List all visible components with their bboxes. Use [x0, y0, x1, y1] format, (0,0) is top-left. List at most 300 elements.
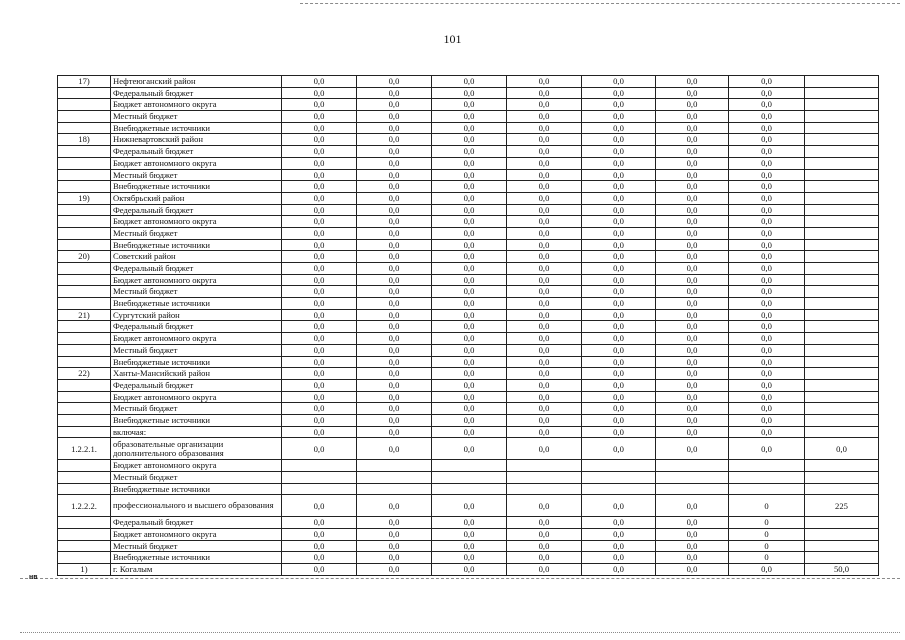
value-cell: 0,0 — [432, 263, 507, 275]
value-cell: 0,0 — [432, 379, 507, 391]
value-cell — [805, 517, 879, 529]
value-cell: 0,0 — [432, 414, 507, 426]
value-cell: 0,0 — [282, 344, 357, 356]
table-row — [58, 181, 879, 193]
value-cell: 0,0 — [357, 111, 432, 123]
value-cell: 0,0 — [656, 251, 729, 263]
value-cell: 0,0 — [582, 495, 656, 517]
value-cell: 0,0 — [729, 181, 805, 193]
value-cell: 0 — [729, 517, 805, 529]
value-cell: 0,0 — [282, 540, 357, 552]
value-cell: 0,0 — [729, 87, 805, 99]
value-cell: 0,0 — [805, 438, 879, 460]
value-cell — [507, 483, 582, 495]
row-number: 18) — [58, 134, 111, 146]
value-cell — [805, 414, 879, 426]
value-cell: 0,0 — [656, 552, 729, 564]
row-label: Нефтеюганский район — [111, 76, 282, 88]
table-row — [58, 344, 879, 356]
value-cell: 0,0 — [656, 99, 729, 111]
value-cell: 0,0 — [656, 181, 729, 193]
value-cell: 0,0 — [507, 379, 582, 391]
value-cell: 0,0 — [582, 321, 656, 333]
row-label: Внебюджетные источники — [111, 239, 282, 251]
value-cell: 0,0 — [582, 263, 656, 275]
value-cell: 0,0 — [507, 181, 582, 193]
value-cell: 0,0 — [357, 379, 432, 391]
row-number — [58, 356, 111, 368]
value-cell: 0,0 — [656, 274, 729, 286]
value-cell — [805, 87, 879, 99]
table-row — [58, 426, 879, 438]
value-cell: 0,0 — [432, 529, 507, 541]
row-number: 19) — [58, 192, 111, 204]
value-cell: 0,0 — [357, 321, 432, 333]
value-cell: 0,0 — [729, 356, 805, 368]
value-cell — [805, 460, 879, 472]
value-cell: 0,0 — [432, 239, 507, 251]
value-cell: 0,0 — [582, 344, 656, 356]
table-row — [58, 76, 879, 88]
footer-mark: нв — [29, 574, 38, 581]
value-cell: 0,0 — [656, 227, 729, 239]
value-cell: 0,0 — [656, 438, 729, 460]
value-cell: 0,0 — [507, 540, 582, 552]
value-cell — [357, 472, 432, 484]
value-cell: 0 — [729, 495, 805, 517]
value-cell: 0,0 — [507, 87, 582, 99]
row-number — [58, 263, 111, 275]
value-cell: 0,0 — [729, 333, 805, 345]
table-row — [58, 216, 879, 228]
table-row — [58, 517, 879, 529]
value-cell: 0,0 — [582, 216, 656, 228]
value-cell: 0,0 — [432, 391, 507, 403]
value-cell: 0,0 — [656, 517, 729, 529]
value-cell — [729, 483, 805, 495]
value-cell: 0,0 — [729, 251, 805, 263]
value-cell: 0,0 — [507, 403, 582, 415]
value-cell: 0,0 — [357, 298, 432, 310]
value-cell: 0,0 — [282, 99, 357, 111]
value-cell — [729, 460, 805, 472]
value-cell: 0,0 — [656, 403, 729, 415]
value-cell: 0,0 — [507, 321, 582, 333]
value-cell: 0,0 — [729, 344, 805, 356]
value-cell — [282, 472, 357, 484]
value-cell — [805, 122, 879, 134]
row-label: Местный бюджет — [111, 111, 282, 123]
row-label: Федеральный бюджет — [111, 263, 282, 275]
value-cell: 0,0 — [507, 157, 582, 169]
value-cell — [357, 460, 432, 472]
table-row — [58, 460, 879, 472]
value-cell: 0,0 — [582, 517, 656, 529]
value-cell: 0,0 — [729, 204, 805, 216]
table-row — [58, 239, 879, 251]
value-cell: 0,0 — [507, 517, 582, 529]
value-cell: 0,0 — [582, 286, 656, 298]
table-row — [58, 403, 879, 415]
value-cell: 0,0 — [282, 309, 357, 321]
value-cell: 0,0 — [282, 403, 357, 415]
value-cell: 0,0 — [282, 204, 357, 216]
row-label: Местный бюджет — [111, 540, 282, 552]
row-label: Внебюджетные источники — [111, 483, 282, 495]
value-cell: 0,0 — [729, 76, 805, 88]
row-label: Местный бюджет — [111, 286, 282, 298]
value-cell — [805, 309, 879, 321]
row-label: Федеральный бюджет — [111, 517, 282, 529]
value-cell: 0,0 — [507, 426, 582, 438]
value-cell: 0,0 — [582, 391, 656, 403]
value-cell: 0,0 — [656, 391, 729, 403]
value-cell: 0,0 — [432, 368, 507, 380]
table-row — [58, 414, 879, 426]
value-cell: 0,0 — [656, 87, 729, 99]
value-cell: 0 — [729, 540, 805, 552]
value-cell: 0,0 — [357, 99, 432, 111]
value-cell: 0,0 — [507, 368, 582, 380]
table-row — [58, 263, 879, 275]
table-row — [58, 122, 879, 134]
row-label: Бюджет автономного округа — [111, 391, 282, 403]
value-cell: 0,0 — [582, 552, 656, 564]
value-cell: 0,0 — [507, 111, 582, 123]
value-cell: 0,0 — [507, 263, 582, 275]
value-cell: 0,0 — [507, 99, 582, 111]
value-cell: 0,0 — [729, 192, 805, 204]
value-cell: 0,0 — [432, 438, 507, 460]
value-cell: 0,0 — [282, 414, 357, 426]
row-label: включая: — [111, 426, 282, 438]
row-label: Федеральный бюджет — [111, 87, 282, 99]
table-row — [58, 379, 879, 391]
value-cell: 0,0 — [582, 298, 656, 310]
row-label: Бюджет автономного округа — [111, 460, 282, 472]
value-cell: 0,0 — [357, 426, 432, 438]
value-cell: 0,0 — [507, 309, 582, 321]
row-number — [58, 403, 111, 415]
value-cell: 0,0 — [507, 227, 582, 239]
value-cell: 0,0 — [432, 87, 507, 99]
value-cell: 0,0 — [357, 181, 432, 193]
value-cell: 0,0 — [507, 169, 582, 181]
row-label: Внебюджетные источники — [111, 122, 282, 134]
row-number — [58, 517, 111, 529]
row-label: Федеральный бюджет — [111, 321, 282, 333]
value-cell: 0,0 — [357, 403, 432, 415]
value-cell: 0,0 — [507, 274, 582, 286]
value-cell — [805, 146, 879, 158]
value-cell: 0,0 — [729, 391, 805, 403]
value-cell: 0,0 — [582, 134, 656, 146]
value-cell: 0,0 — [282, 134, 357, 146]
value-cell: 0,0 — [357, 157, 432, 169]
value-cell: 0,0 — [582, 564, 656, 576]
value-cell: 0,0 — [357, 356, 432, 368]
table-body — [58, 76, 879, 576]
value-cell — [805, 99, 879, 111]
value-cell: 0,0 — [282, 192, 357, 204]
row-number — [58, 344, 111, 356]
value-cell: 0,0 — [729, 368, 805, 380]
row-number — [58, 227, 111, 239]
value-cell: 0,0 — [432, 204, 507, 216]
value-cell — [805, 426, 879, 438]
value-cell: 0,0 — [432, 309, 507, 321]
value-cell: 0,0 — [729, 309, 805, 321]
table-row — [58, 227, 879, 239]
value-cell: 0,0 — [507, 146, 582, 158]
value-cell — [282, 460, 357, 472]
value-cell: 0,0 — [582, 403, 656, 415]
table-row — [58, 274, 879, 286]
value-cell — [805, 134, 879, 146]
row-label: Местный бюджет — [111, 403, 282, 415]
value-cell: 0,0 — [432, 517, 507, 529]
value-cell: 0,0 — [357, 309, 432, 321]
value-cell: 0,0 — [507, 251, 582, 263]
table-row — [58, 564, 879, 576]
value-cell: 0,0 — [357, 87, 432, 99]
value-cell: 0,0 — [729, 99, 805, 111]
value-cell: 0,0 — [729, 274, 805, 286]
value-cell: 0,0 — [656, 356, 729, 368]
value-cell: 0,0 — [729, 227, 805, 239]
value-cell — [656, 460, 729, 472]
value-cell — [805, 76, 879, 88]
table-row — [58, 438, 879, 460]
row-label: Бюджет автономного округа — [111, 216, 282, 228]
value-cell: 0,0 — [357, 540, 432, 552]
value-cell: 0,0 — [357, 414, 432, 426]
value-cell: 0,0 — [282, 157, 357, 169]
value-cell: 0,0 — [357, 122, 432, 134]
value-cell: 0,0 — [282, 368, 357, 380]
table-row — [58, 169, 879, 181]
value-cell: 0,0 — [432, 403, 507, 415]
value-cell: 0,0 — [656, 157, 729, 169]
value-cell: 0,0 — [582, 169, 656, 181]
table-row — [58, 87, 879, 99]
table-row — [58, 356, 879, 368]
value-cell: 0,0 — [282, 552, 357, 564]
value-cell: 0,0 — [656, 368, 729, 380]
value-cell: 0,0 — [282, 333, 357, 345]
table-row — [58, 472, 879, 484]
value-cell: 0,0 — [656, 540, 729, 552]
value-cell: 0,0 — [432, 286, 507, 298]
value-cell: 0,0 — [357, 495, 432, 517]
table-row — [58, 321, 879, 333]
value-cell: 0,0 — [582, 99, 656, 111]
value-cell — [805, 379, 879, 391]
value-cell: 0,0 — [582, 76, 656, 88]
scan-edge-bottom — [20, 578, 900, 579]
value-cell: 0,0 — [357, 552, 432, 564]
value-cell — [805, 286, 879, 298]
value-cell: 0,0 — [582, 239, 656, 251]
value-cell: 0,0 — [507, 216, 582, 228]
value-cell: 0,0 — [507, 529, 582, 541]
value-cell: 0,0 — [729, 286, 805, 298]
value-cell: 0,0 — [729, 169, 805, 181]
value-cell — [805, 251, 879, 263]
value-cell: 0,0 — [357, 344, 432, 356]
row-number — [58, 239, 111, 251]
value-cell: 0,0 — [582, 204, 656, 216]
value-cell: 0,0 — [357, 263, 432, 275]
table-row — [58, 483, 879, 495]
value-cell: 0,0 — [282, 87, 357, 99]
value-cell: 0,0 — [656, 239, 729, 251]
row-label: Октябрьский район — [111, 192, 282, 204]
value-cell: 0,0 — [507, 344, 582, 356]
table-row — [58, 333, 879, 345]
row-number — [58, 379, 111, 391]
row-label: Бюджет автономного округа — [111, 274, 282, 286]
scan-edge-top — [300, 3, 900, 4]
table-row — [58, 286, 879, 298]
table-row — [58, 111, 879, 123]
value-cell — [805, 169, 879, 181]
value-cell: 0,0 — [282, 298, 357, 310]
value-cell: 225 — [805, 495, 879, 517]
row-number: 1) — [58, 564, 111, 576]
row-number — [58, 321, 111, 333]
value-cell: 0,0 — [282, 517, 357, 529]
value-cell: 0,0 — [357, 192, 432, 204]
value-cell: 0,0 — [656, 192, 729, 204]
value-cell: 0,0 — [282, 251, 357, 263]
row-number — [58, 529, 111, 541]
row-number — [58, 391, 111, 403]
value-cell: 0,0 — [282, 356, 357, 368]
value-cell: 0,0 — [357, 517, 432, 529]
table-row — [58, 146, 879, 158]
table-row — [58, 552, 879, 564]
table-row — [58, 309, 879, 321]
value-cell: 0,0 — [357, 216, 432, 228]
row-label: Федеральный бюджет — [111, 204, 282, 216]
row-label: профессионального и высшего образования — [111, 495, 282, 517]
value-cell: 0,0 — [282, 216, 357, 228]
value-cell: 0,0 — [432, 76, 507, 88]
value-cell: 0,0 — [582, 438, 656, 460]
row-label: Сургутский район — [111, 309, 282, 321]
value-cell: 0,0 — [282, 111, 357, 123]
table-row — [58, 251, 879, 263]
value-cell — [805, 391, 879, 403]
value-cell: 0,0 — [357, 251, 432, 263]
value-cell: 0,0 — [432, 169, 507, 181]
value-cell: 0,0 — [357, 169, 432, 181]
value-cell: 0,0 — [582, 111, 656, 123]
value-cell: 0,0 — [729, 414, 805, 426]
value-cell: 0,0 — [582, 540, 656, 552]
value-cell — [805, 111, 879, 123]
value-cell — [582, 460, 656, 472]
page-number: 101 — [443, 32, 462, 46]
value-cell: 0,0 — [357, 286, 432, 298]
value-cell — [805, 192, 879, 204]
row-number: 20) — [58, 251, 111, 263]
value-cell: 0,0 — [432, 321, 507, 333]
value-cell: 0,0 — [432, 157, 507, 169]
row-number — [58, 99, 111, 111]
value-cell: 0,0 — [507, 391, 582, 403]
value-cell: 0,0 — [582, 426, 656, 438]
row-number — [58, 274, 111, 286]
row-label: Местный бюджет — [111, 344, 282, 356]
value-cell: 0,0 — [582, 157, 656, 169]
value-cell: 0,0 — [282, 263, 357, 275]
row-number — [58, 122, 111, 134]
value-cell: 0,0 — [729, 426, 805, 438]
value-cell: 0,0 — [432, 122, 507, 134]
row-label: образовательные организации дополнительного образования — [111, 438, 282, 460]
value-cell: 0,0 — [656, 495, 729, 517]
value-cell: 0,0 — [729, 157, 805, 169]
value-cell: 50,0 — [805, 564, 879, 576]
table-row — [58, 495, 879, 517]
value-cell: 0,0 — [432, 564, 507, 576]
value-cell: 0,0 — [357, 438, 432, 460]
row-label: Внебюджетные источники — [111, 414, 282, 426]
value-cell: 0,0 — [656, 321, 729, 333]
row-number — [58, 87, 111, 99]
row-number: 22) — [58, 368, 111, 380]
value-cell: 0,0 — [282, 239, 357, 251]
value-cell: 0,0 — [357, 529, 432, 541]
value-cell — [805, 227, 879, 239]
value-cell — [357, 483, 432, 495]
value-cell — [805, 321, 879, 333]
value-cell: 0,0 — [656, 111, 729, 123]
value-cell: 0,0 — [507, 564, 582, 576]
value-cell: 0,0 — [656, 309, 729, 321]
value-cell: 0,0 — [282, 391, 357, 403]
value-cell: 0,0 — [656, 122, 729, 134]
value-cell: 0,0 — [729, 379, 805, 391]
value-cell: 0,0 — [282, 426, 357, 438]
table-row — [58, 204, 879, 216]
value-cell: 0,0 — [507, 134, 582, 146]
value-cell: 0,0 — [432, 356, 507, 368]
value-cell: 0,0 — [507, 495, 582, 517]
value-cell — [805, 263, 879, 275]
value-cell: 0,0 — [582, 414, 656, 426]
value-cell: 0,0 — [582, 356, 656, 368]
value-cell — [805, 472, 879, 484]
value-cell: 0,0 — [432, 540, 507, 552]
value-cell: 0,0 — [656, 344, 729, 356]
value-cell: 0,0 — [357, 391, 432, 403]
row-label: Местный бюджет — [111, 472, 282, 484]
row-number — [58, 216, 111, 228]
value-cell: 0,0 — [432, 426, 507, 438]
value-cell: 0,0 — [282, 146, 357, 158]
value-cell: 0,0 — [656, 529, 729, 541]
table-row — [58, 298, 879, 310]
value-cell: 0,0 — [656, 298, 729, 310]
value-cell: 0,0 — [582, 274, 656, 286]
value-cell: 0,0 — [656, 286, 729, 298]
row-number — [58, 414, 111, 426]
value-cell — [656, 472, 729, 484]
value-cell — [582, 483, 656, 495]
